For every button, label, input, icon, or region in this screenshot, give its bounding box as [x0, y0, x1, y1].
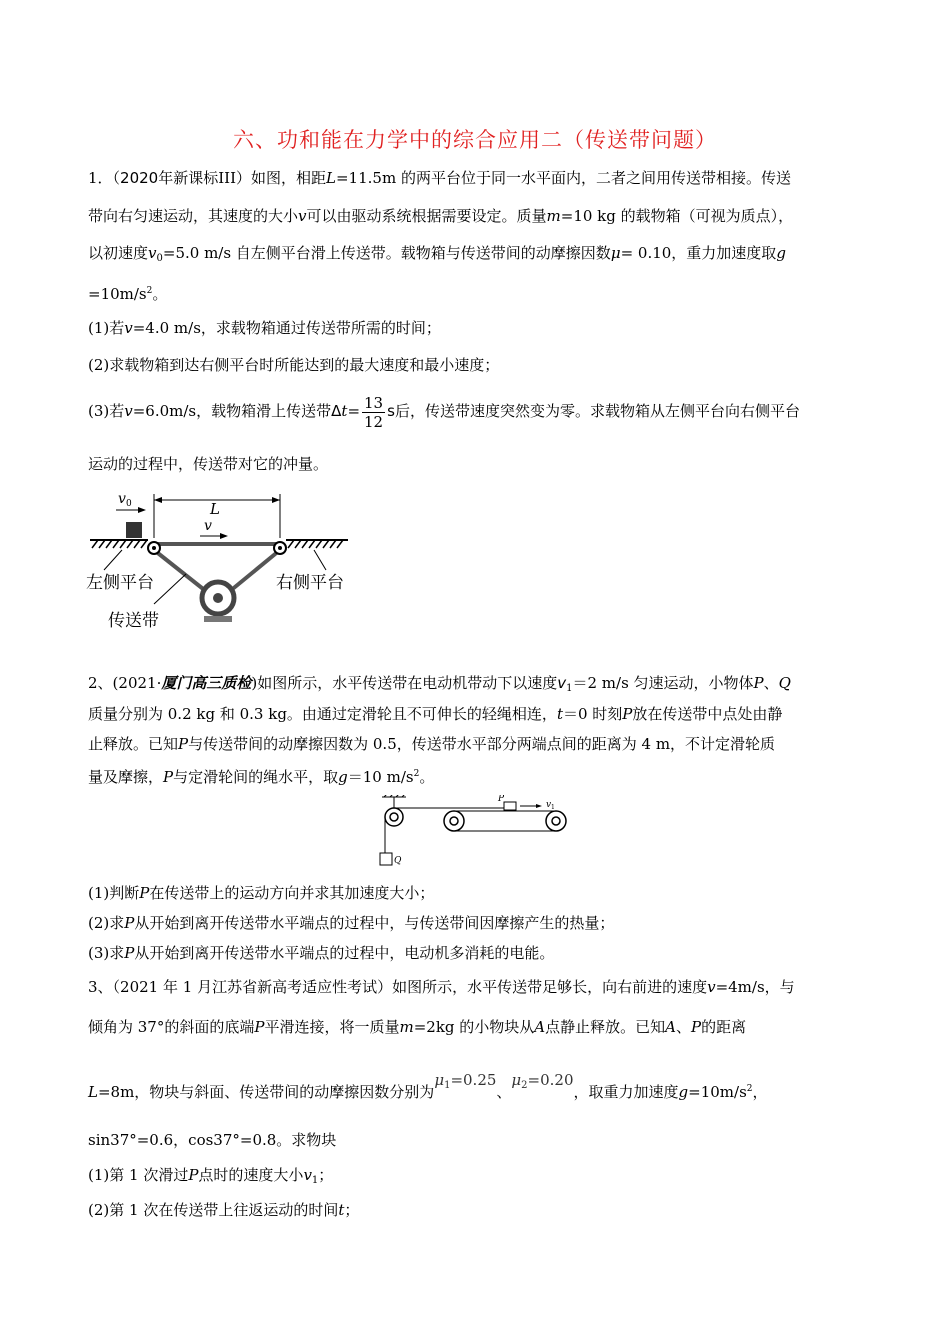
block-Q	[380, 853, 392, 865]
p1-line-3: 以初速度$v_0=5.0$ m/s 自左侧平台滑上传送带。载物箱与传送带间的动摩擦因数μ= 0.10，重力加速度取g	[88, 244, 786, 264]
p2-line-1: 2、(2021·厦门高三质检)如图所示，水平传送带在电动机带动下以速度$v_1=2$ m/s 匀速运动，小物体P、Q	[88, 674, 791, 694]
page-title: 六、功和能在力学中的综合应用二（传送带问题）	[233, 128, 717, 152]
label-Q: Q	[394, 856, 402, 866]
p3-question-1: (1)第 1 次滑过P点时的速度大小$v_1$；	[88, 1166, 334, 1186]
arrowhead-left	[154, 497, 162, 503]
p3-line-3: L=8m，物块与斜面、传送带间的动摩擦因数分别为$\mu_1=0.25$、$\mu_2=0.20$，取重力加速度$g=10m/s^2$，	[88, 1074, 768, 1113]
mu1-expression: $\mu_1=0.25$	[434, 1071, 497, 1091]
p3-line-2: 倾角为 37°的斜面的底端P平滑连接，将一质量m=2kg 的小物块从A点静止释放。已知A、P的距离	[88, 1018, 747, 1036]
p3-question-2: (2)第 1 次在传送带上往返运动的时间t；	[88, 1201, 360, 1219]
motor-base	[204, 616, 232, 622]
p3-line-1: 3、（2021 年 1 月江苏省新高考适应性考试）如图所示，水平传送带足够长，向右前进的速度v=4m/s，与	[88, 978, 795, 996]
p2-question-3: (3)求P从开始到离开传送带水平端点的过程中，电动机多消耗的电能。	[88, 944, 555, 962]
label-belt: 传送带	[108, 611, 159, 631]
label-left-platform: 左侧平台	[86, 573, 154, 593]
p1-line-4: $=10m/s^2$。	[88, 285, 168, 303]
label-v1: v	[546, 800, 552, 810]
fraction-13-12: $\frac{13}{12}$	[364, 393, 384, 431]
label-P: P	[498, 795, 505, 804]
p1-line-2: 带向右匀速运动，其速度的大小v可以由驱动系统根据需要设定。质量m=10 kg 的载物箱（可视为质点），	[88, 207, 794, 225]
p3-line-4: sin37°=0.6，cos37°=0.8。求物块	[88, 1131, 337, 1149]
p1-question-1: (1)若v=4.0 m/s，求载物箱通过传送带所需的时间；	[88, 319, 441, 337]
label-right-platform: 右侧平台	[276, 573, 344, 593]
arrowhead-right	[272, 497, 280, 503]
p2-question-2: (2)求P从开始到离开传送带水平端点的过程中，与传送带间因摩擦产生的热量；	[88, 914, 615, 932]
p2-question-1: (1)判断P在传送带上的运动方向并求其加速度大小；	[88, 884, 435, 902]
figure-conveyor-2	[372, 795, 572, 875]
p1-question-3: (3)若v=6.0m/s，载物箱滑上传送带Δt= $\frac{13}{12}$ s后，传送带速度突然变为零。求载物箱从左侧平台向右侧平台	[88, 393, 800, 431]
label-v: v	[204, 518, 212, 534]
figure-conveyor-1	[82, 488, 382, 638]
p1-number: 1．	[88, 169, 113, 187]
v-arrowhead	[220, 533, 228, 539]
p2-line-4: 量及摩擦，P与定滑轮间的绳水平，取g＝10 $m/s^2$。	[88, 768, 435, 786]
mu2-expression: $\mu_2=0.20$	[511, 1071, 574, 1091]
right-hatch	[288, 540, 343, 548]
svg-text:1: 1	[551, 804, 555, 811]
label-v0-sub: 0	[126, 499, 132, 509]
p1-question-2: (2)求载物箱到达右侧平台时所能达到的最大速度和最小速度；	[88, 356, 500, 374]
p1-line-1: 1．（2020年新课标III）如图，相距L=11.5m 的两平台位于同一水平面内，二者之间用传送带相接。传送	[88, 169, 791, 187]
label-L: L	[210, 500, 220, 518]
cargo-box	[126, 522, 142, 538]
left-hatch	[92, 540, 147, 548]
p2-line-2: 质量分别为 0.2 kg 和 0.3 kg。由通过定滑轮且不可伸长的轻绳相连，t＝0 时刻P放在传送带中点处由静	[88, 705, 783, 723]
label-v0: v	[118, 491, 126, 507]
p1-question-3-cont: 运动的过程中，传送带对它的冲量。	[88, 455, 329, 473]
v0-arrowhead	[138, 507, 146, 513]
block-P	[504, 802, 516, 810]
p2-line-3: 止释放。已知P与传送带间的动摩擦因数为 0.5，传送带水平部分两端点间的距离为 4 m，不计定滑轮质	[88, 735, 776, 753]
